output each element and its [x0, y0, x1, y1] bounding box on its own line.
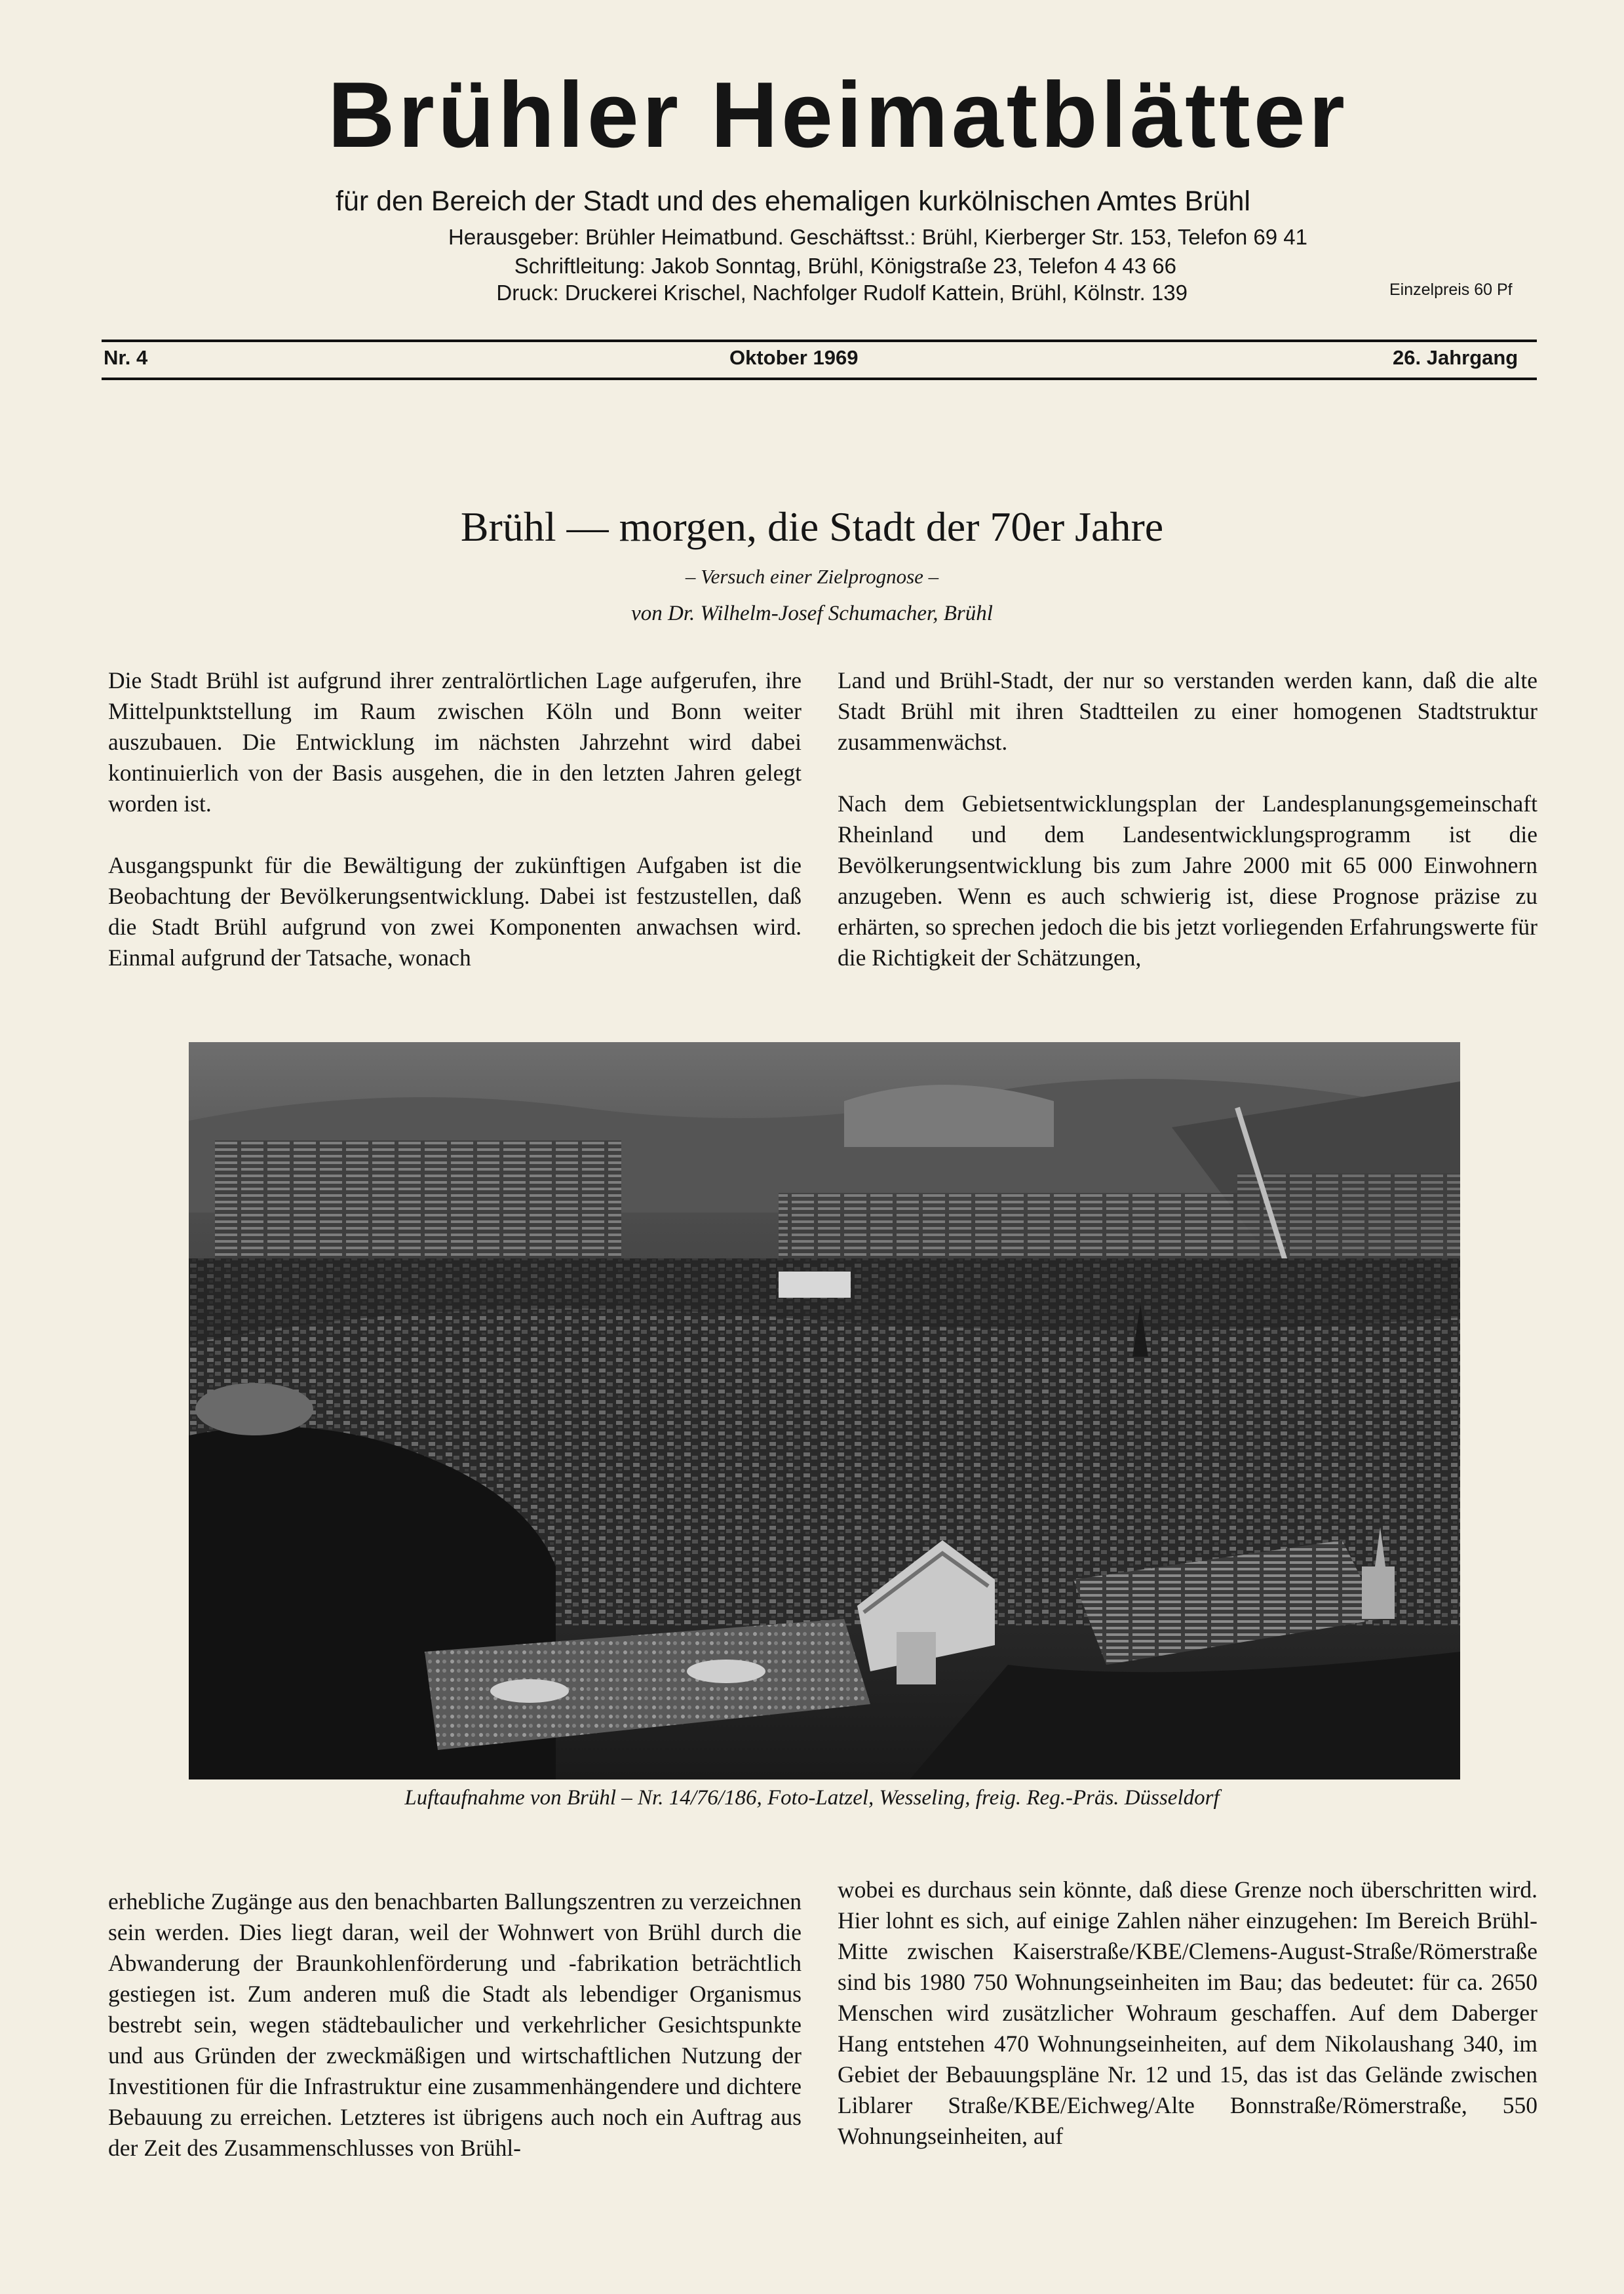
paragraph: Ausgangspunkt für die Bewältigung der zukünftigen Aufgaben ist die Beobachtung der Bevölkerungsentwicklung. Dabei ist festzustellen, daß die Stadt Brühl aufgrund von zwei Komponenten anwachsen wird. Einmal aufgrund der Tatsache, wonach	[108, 852, 802, 971]
issue-volume: 26. Jahrgang	[1393, 346, 1518, 369]
masthead-title: Brühler Heimatblätter	[328, 63, 1348, 167]
publisher-line: Herausgeber: Brühler Heimatbund. Geschäftsst.: Brühl, Kierberger Str. 153, Telefon 69 41	[448, 225, 1307, 249]
paragraph: Land und Brühl-Stadt, der nur so verstanden werden kann, daß die alte Stadt Brühl mit ihren Stadtteilen zu einer homogenen Stadtstruktur zusammenwächst.	[838, 667, 1537, 755]
printer-line: Druck: Druckerei Krischel, Nachfolger Rudolf Kattein, Brühl, Kölnstr. 139	[496, 281, 1188, 305]
rule-bottom	[102, 378, 1537, 380]
aerial-photo-graphic	[189, 1042, 1460, 1779]
single-copy-price: Einzelpreis 60 Pf	[1389, 281, 1513, 299]
paragraph: erhebliche Zugänge aus den benachbarten Ballungszentren zu verzeichnen sein werden. Dies liegt daran, weil der Wohnwert von Brühl durch die Abwanderung der Braunkohlenförderung und -fabrikation beträchtlich gestiegen ist. Zum anderen muß die Stadt als lebendiger Organismus bestrebt sein, wegen städtebaulicher und verkehrlicher Gesichtspunkte und aus Gründen der zweckmäßigen und wirtschaftlichen Nutzung der Investitionen für die Infrastruktur eine zusammenhängendere und dichtere Bebauung zu erreichen. Letzteres ist übrigens auch noch ein Auftrag aus der Zeit des Zusammenschlusses von Brühl-	[108, 1888, 802, 2161]
rule-top	[102, 340, 1537, 342]
column-top-right	[838, 665, 1537, 973]
paragraph: wobei es durchaus sein könnte, daß diese Grenze noch überschritten wird. Hier lohnt es sich, auf einige Zahlen näher einzugehen: Im Bereich Brühl-Mitte zwischen Kaiserstraße/KBE/Clemens-August-Straße/Römerstraße sind bis 1980 750 Wohnungseinheiten im Bau; das bedeutet: für ca. 2650 Menschen wird zusätzlicher Wohraum geschaffen. Auf dem Daberger Hang entstehen 470 Wohnungseinheiten, auf dem Nikolaushang 340, im Gebiet der Bebauungspläne Nr. 12 und 15, das ist das Gelände zwischen Liblarer Straße/KBE/Eichweg/Alte Bonnstraße/Römerstraße, 550 Wohnungseinheiten, auf	[838, 1876, 1537, 2149]
column-bottom-left	[108, 1886, 802, 2164]
photo-caption: Luftaufnahme von Brühl – Nr. 14/76/186, Foto-Latzel, Wesseling, freig. Reg.-Präs. Düsseldorf	[404, 1786, 1220, 1810]
issue-date: Oktober 1969	[729, 346, 859, 369]
paragraph: Die Stadt Brühl ist aufgrund ihrer zentralörtlichen Lage aufgerufen, ihre Mittelpunktstellung im Raum zwischen Köln und Bonn weiter auszubauen. Die Entwicklung im nächsten Jahrzehnt wird dabei kontinuierlich von der Basis ausgehen, die in den letzten Jahren gelegt worden ist.	[108, 667, 802, 817]
masthead-subtitle: für den Bereich der Stadt und des ehemaligen kurkölnischen Amtes Brühl	[336, 185, 1250, 217]
issue-number: Nr. 4	[104, 346, 148, 369]
article-author: von Dr. Wilhelm-Josef Schumacher, Brühl	[631, 602, 993, 625]
column-top-left	[108, 665, 802, 973]
editor-line: Schriftleitung: Jakob Sonntag, Brühl, Königstraße 23, Telefon 4 43 66	[514, 254, 1176, 278]
paragraph: Nach dem Gebietsentwicklungsplan der Landesplanungsgemeinschaft Rheinland und dem Landesentwicklungsprogramm ist die Bevölkerungsentwicklung bis zum Jahre 2000 mit 65 000 Einwohnern anzugeben. Wenn es auch schwierig ist, diese Prognose präzise zu erhärten, so sprechen jedoch die bis jetzt vorliegenden Erfahrungswerte für die Richtigkeit der Schätzungen,	[838, 790, 1537, 971]
article-subtitle: – Versuch einer Zielprognose –	[685, 565, 939, 588]
aerial-photo	[189, 1042, 1460, 1779]
column-bottom-right	[838, 1875, 1537, 2152]
article-title: Brühl — morgen, die Stadt der 70er Jahre	[460, 503, 1164, 550]
